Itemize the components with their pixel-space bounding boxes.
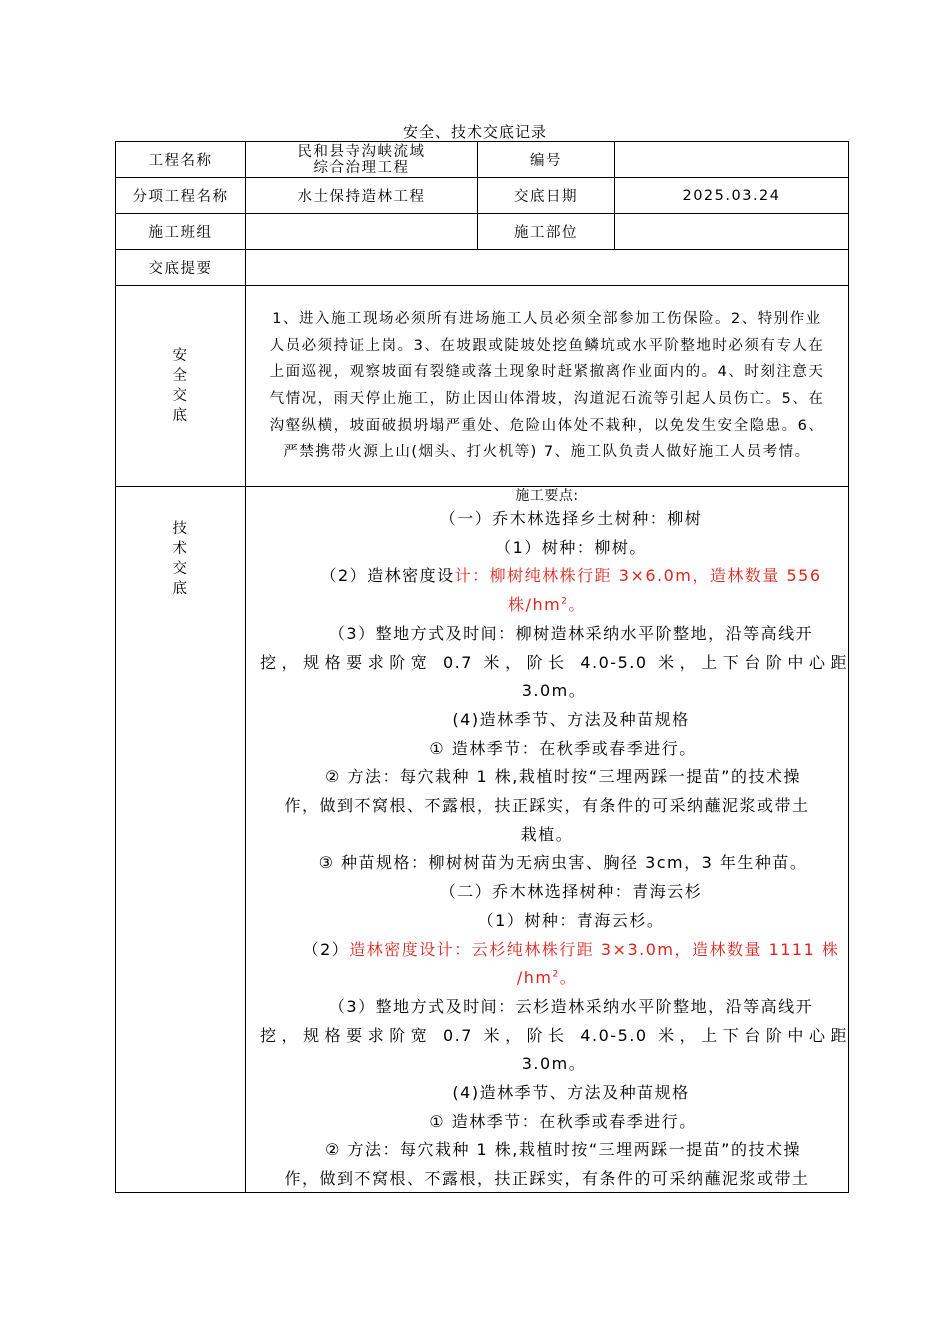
section1-density-unit bbox=[246, 591, 848, 620]
date-label: 交底日期 bbox=[478, 178, 615, 214]
summary-value bbox=[246, 250, 849, 286]
sub-project-value: 水土保持造林工程 bbox=[246, 178, 478, 214]
section2-density-value: 造林密度设计：云杉纯林株行距 3×3.0m，造林数量 1111 株 bbox=[349, 939, 840, 959]
section1-method-line2: 作，做到不窝根、不露根，扶正踩实，有条件的可采纳蘸泥浆或带土 bbox=[284, 796, 810, 816]
section2-method-line2: 作，做到不窝根、不露根，扶正踩实，有条件的可采纳蘸泥浆或带土 bbox=[284, 1169, 810, 1189]
safety-line: 沟壑纵横，坡面破损坍塌严重处、危险山体处不栽种，以免发生安全隐患。6、 bbox=[269, 417, 825, 434]
section1-species: （1）树种：柳树。 bbox=[495, 537, 647, 557]
section1-prep-line3: 3.0m。 bbox=[521, 681, 587, 701]
unit-end: 。 bbox=[568, 595, 586, 615]
safety-label-char: 交 bbox=[172, 388, 189, 404]
safety-line: 人员必须持证上岗。3、在坡跟或陡坡处挖鱼鳞坑或水平阶整地时必须有专人在 bbox=[269, 337, 825, 354]
section1-method-line1: ② 方法：每穴栽种 1 株,栽植时按“三埋两踩一提苗”的技术操 bbox=[325, 767, 801, 787]
location-value bbox=[615, 214, 849, 250]
section1-seedling: ③ 种苗规格：柳树树苗为无病虫害、胸径 3cm，3 年生种苗。 bbox=[318, 853, 808, 873]
section2-season: ① 造林季节：在秋季或春季进行。 bbox=[429, 1111, 697, 1131]
section1-method-line3: 栽植。 bbox=[520, 824, 574, 844]
safety-label bbox=[116, 286, 246, 487]
section1-season: ① 造林季节：在秋季或春季进行。 bbox=[429, 738, 697, 758]
row-safety bbox=[116, 286, 849, 487]
section1-prep-line1: （3）整地方式及时间：柳树造林采纳水平阶整地，沿等高线开 bbox=[328, 623, 814, 643]
section2-heading: （二）乔木林选择树种：青海云杉 bbox=[439, 882, 703, 902]
section2-season-heading: (4)造林季节、方法及种苗规格 bbox=[452, 1083, 690, 1103]
row-summary bbox=[116, 250, 849, 286]
project-name-label: 工程名称 bbox=[116, 142, 246, 178]
safety-line: 严禁携带火源上山(烟头、打火机等) 7、施工队负责人做好施工人员考情。 bbox=[283, 444, 811, 461]
section2-prep-line2: 挖，规格要求阶宽 0.7 米，阶长 4.0-5.0 米，上下台阶中心距 bbox=[260, 1025, 848, 1045]
section2-density bbox=[246, 936, 848, 965]
project-name-value bbox=[246, 142, 478, 178]
unit-superscript: 2 bbox=[552, 969, 560, 980]
safety-line: 1、进入施工现场必须所有进场施工人员必须全部参加工伤保险。2、特别作业 bbox=[272, 311, 822, 328]
construction-points-intro: 施工要点: bbox=[515, 488, 579, 504]
team-label: 施工班组 bbox=[116, 214, 246, 250]
row-team bbox=[116, 214, 849, 250]
unit-text: 株/hm bbox=[508, 595, 562, 615]
technical-label-char: 术 bbox=[172, 541, 189, 557]
section2-prep-line1: （3）整地方式及时间：云杉造林采纳水平阶整地，沿等高线开 bbox=[328, 996, 814, 1016]
technical-label bbox=[116, 487, 246, 1193]
number-value bbox=[615, 142, 849, 178]
date-value: 2025.03.24 bbox=[615, 178, 849, 214]
technical-label-char: 底 bbox=[172, 581, 189, 597]
section1-density-value: 计：柳树纯林株行距 3×6.0m，造林数量 556 bbox=[454, 566, 822, 586]
technical-label-char: 交 bbox=[172, 561, 189, 577]
number-label: 编号 bbox=[478, 142, 615, 178]
section2-method-line1: ② 方法：每穴栽种 1 株,栽植时按“三埋两踩一提苗”的技术操 bbox=[325, 1140, 801, 1160]
unit-text: /hm bbox=[516, 968, 553, 988]
safety-content bbox=[246, 286, 849, 487]
project-name-line2: 综合治理工程 bbox=[313, 159, 410, 176]
section1-prep-line2: 挖，规格要求阶宽 0.7 米，阶长 4.0-5.0 米，上下台阶中心距 bbox=[260, 652, 848, 672]
section1-season-heading: (4)造林季节、方法及种苗规格 bbox=[452, 709, 690, 729]
section2-density-unit bbox=[246, 964, 848, 993]
location-label: 施工部位 bbox=[478, 214, 615, 250]
summary-label: 交底提要 bbox=[116, 250, 246, 286]
row-sub-project bbox=[116, 178, 849, 214]
safety-line: 上面巡视，观察坡面有裂缝或落土现象时赶紧撤离作业面内的。4、时刻注意天 bbox=[269, 364, 825, 381]
sub-project-label: 分项工程名称 bbox=[116, 178, 246, 214]
unit-superscript: 2 bbox=[561, 596, 569, 607]
safety-label-char: 安 bbox=[172, 348, 189, 364]
safety-label-char: 全 bbox=[172, 368, 189, 384]
row-project-name bbox=[116, 142, 849, 178]
unit-end: 。 bbox=[559, 968, 578, 988]
safety-label-char: 底 bbox=[172, 408, 189, 424]
technical-label-char: 技 bbox=[172, 521, 189, 537]
technical-content bbox=[246, 487, 849, 1193]
document-title: 安全、技术交底记录 bbox=[402, 123, 547, 141]
row-technical bbox=[116, 487, 849, 1193]
disclosure-record-table bbox=[115, 141, 849, 1193]
team-value bbox=[246, 214, 478, 250]
section1-heading: （一）乔木林选择乡土树种：柳树 bbox=[439, 509, 703, 528]
section1-density-prefix: （2）造林密度设 bbox=[320, 566, 455, 586]
section2-density-prefix: （2） bbox=[302, 939, 350, 959]
section1-density bbox=[246, 562, 848, 591]
safety-line: 气情况，雨天停止施工，防止因山体滑坡，沟道泥石流等引起人员伤亡。5、在 bbox=[269, 391, 825, 407]
section2-species: （1）树种：青海云杉。 bbox=[477, 910, 665, 930]
project-name-line1: 民和县寺沟峡流域 bbox=[297, 143, 426, 160]
section2-prep-line3: 3.0m。 bbox=[521, 1054, 587, 1074]
